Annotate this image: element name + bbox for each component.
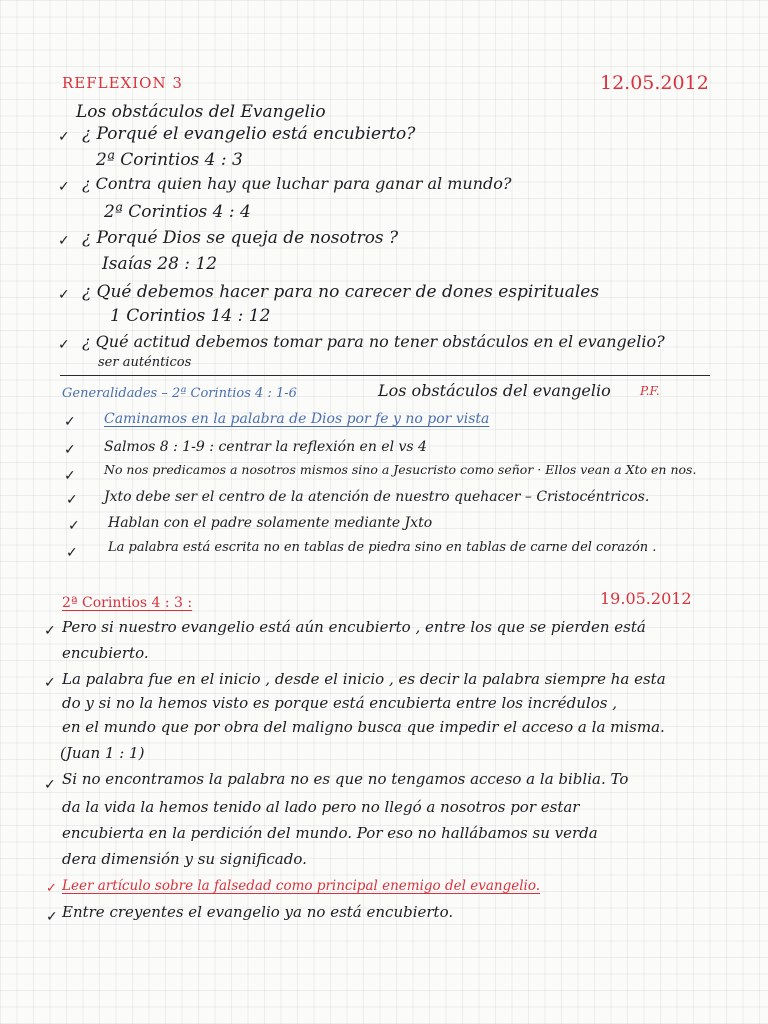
section1-item: Hablan con el padre solamente mediante Jxto — [108, 515, 433, 531]
check-mark: ✓ — [44, 777, 56, 793]
section1-tag: P.F. — [640, 384, 660, 398]
section2-line: encubierto. — [62, 644, 149, 662]
check-mark: ✓ — [64, 442, 76, 458]
section2-line: dera dimensión y su significado. — [62, 850, 307, 868]
section2-line: en el mundo que por obra del maligno busca que impedir el acceso a la misma. — [62, 718, 665, 736]
question-reference: Isaías 28 : 12 — [102, 254, 218, 274]
question-line: ¿ Porqué Dios se queja de nosotros ? — [82, 228, 399, 248]
section2-line: Si no encontramos la palabra no es que no tengamos acceso a la biblia. To — [62, 770, 629, 788]
section2-line: Pero si nuestro evangelio está aún encubierto , entre los que se pierden está — [62, 618, 646, 636]
check-mark: ✓ — [44, 675, 56, 691]
question-line: ¿ Qué debemos hacer para no carecer de dones espirituales — [82, 282, 600, 302]
section1-item: La palabra está escrita no en tablas de piedra sino en tablas de carne del corazón . — [108, 540, 657, 555]
check-mark: ✓ — [46, 881, 57, 896]
question-line: ¿ Contra quien hay que luchar para ganar al mundo? — [82, 174, 512, 193]
check-mark: ✓ — [64, 414, 76, 430]
section2-line: La palabra fue en el inicio , desde el inicio , es decir la palabra siempre ha esta — [62, 670, 666, 688]
check-mark: ✓ — [66, 545, 78, 561]
section2-line: do y si no la hemos visto es porque está encubierta entre los incrédulos , — [62, 694, 617, 712]
section2-date: 19.05.2012 — [600, 589, 692, 608]
section2-line: (Juan 1 : 1) — [60, 744, 145, 762]
entry-date: 12.05.2012 — [600, 72, 709, 94]
reflection-title: REFLEXION 3 — [62, 74, 183, 92]
section1-title: Los obstáculos del evangelio — [378, 381, 611, 400]
section2-line: da la vida la hemos tenido al lado pero no llegó a nosotros por estar — [62, 798, 580, 816]
check-mark: ✓ — [68, 518, 80, 534]
question-line: ¿ Qué actitud debemos tomar para no tener obstáculos en el evangelio? — [82, 332, 665, 351]
section2-heading: 2ª Corintios 4 : 3 : — [62, 595, 193, 611]
check-mark: ✓ — [58, 233, 70, 249]
check-mark: ✓ — [58, 129, 70, 145]
section1-item: Caminamos en la palabra de Dios por fe y no por vista — [104, 411, 490, 427]
question-answer: ser auténticos — [98, 355, 192, 370]
question-reference: 1 Corintios 14 : 12 — [110, 306, 271, 326]
question-line: ¿ Porqué el evangelio está encubierto? — [82, 124, 416, 144]
section2-line: encubierta en la perdición del mundo. Por eso no hallábamos su verda — [62, 824, 598, 842]
section2-line: Entre creyentes el evangelio ya no está encubierto. — [62, 903, 454, 921]
question-reference: 2ª Corintios 4 : 4 — [104, 202, 251, 222]
check-mark: ✓ — [46, 909, 58, 925]
check-mark: ✓ — [58, 287, 70, 303]
check-mark: ✓ — [64, 468, 76, 484]
section1-heading: Generalidades – 2ª Corintios 4 : 1-6 — [62, 386, 297, 401]
section-divider — [60, 375, 710, 376]
section1-item: Salmos 8 : 1-9 : centrar la reflexión en el vs 4 — [104, 439, 427, 455]
check-mark: ✓ — [44, 623, 56, 639]
section2-note: Leer artículo sobre la falsedad como principal enemigo del evangelio. — [62, 878, 541, 894]
check-mark: ✓ — [66, 492, 78, 508]
check-mark: ✓ — [58, 179, 70, 195]
section1-item: No nos predicamos a nosotros mismos sino a Jesucristo como señor · Ellos vean a Xto en nos. — [104, 462, 697, 477]
check-mark: ✓ — [58, 337, 70, 353]
topic-heading: Los obstáculos del Evangelio — [76, 102, 326, 122]
section1-item: Jxto debe ser el centro de la atención de nuestro quehacer – Cristocéntricos. — [104, 489, 650, 505]
question-reference: 2ª Corintios 4 : 3 — [96, 150, 243, 170]
